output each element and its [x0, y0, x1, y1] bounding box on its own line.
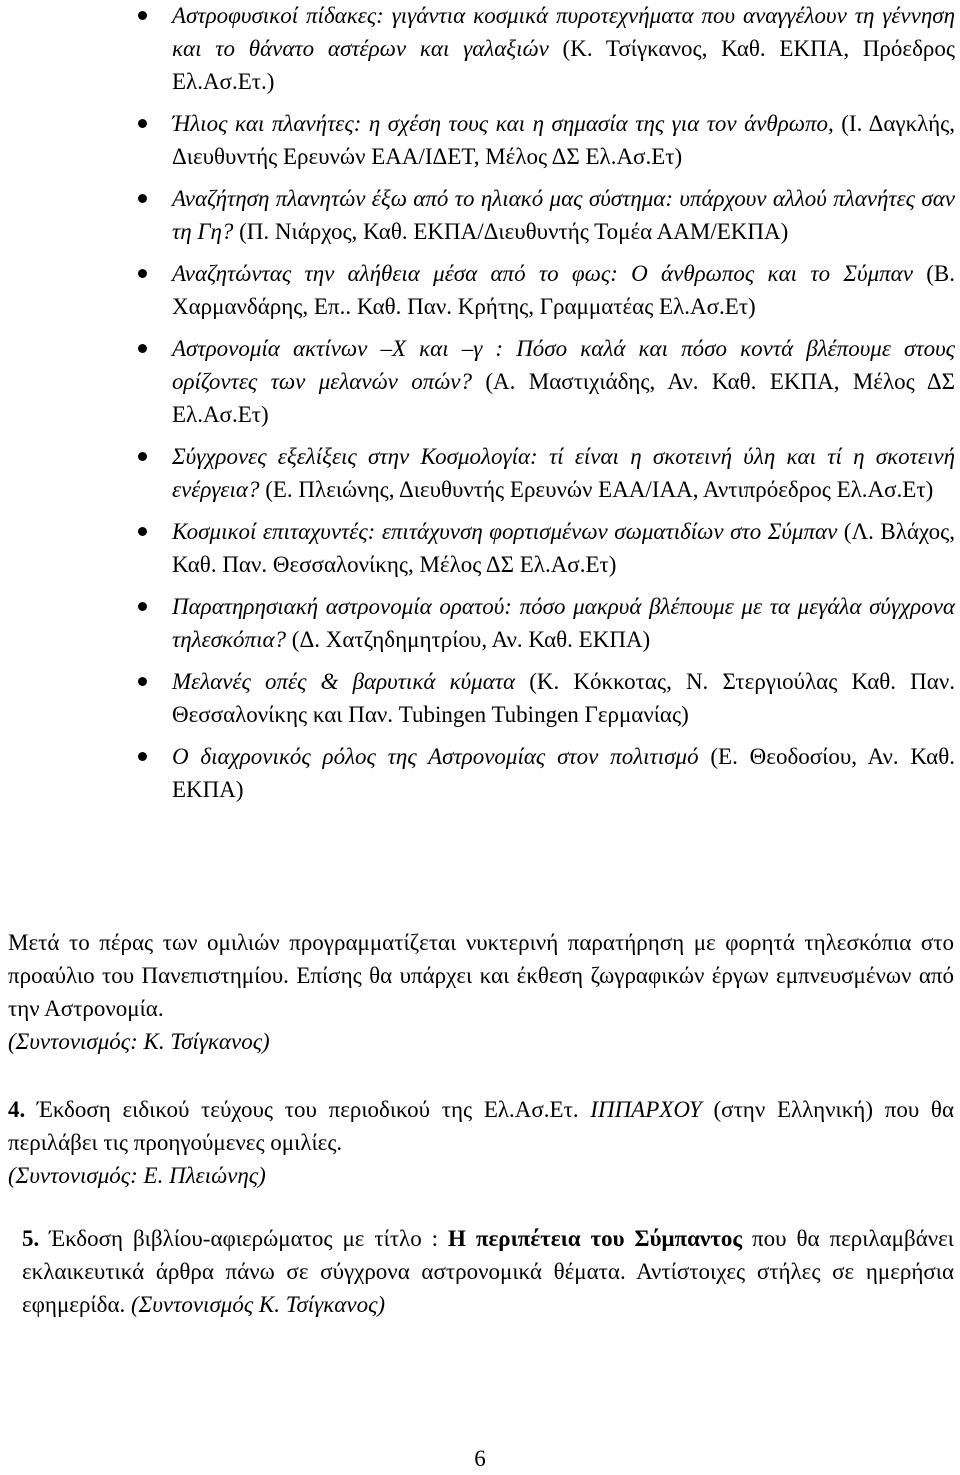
book-title: Η περιπέτεια του Σύμπαντος	[448, 1226, 743, 1251]
list-item	[172, 0, 955, 98]
section-item-5	[22, 1222, 954, 1321]
item-text: (στην Ελληνική) που θα περιλάβει τις προηγούμενες ομιλίες.	[8, 1097, 954, 1155]
lecture-title: Ήλιος και πλανήτες: η σχέση τους και η σημασία της για τον άνθρωπο,	[172, 111, 834, 136]
lecture-speaker: (Ι. Δαγκλής, Διευθυντής Ερευνών ΕΑΑ/ΙΔΕΤ, Μέλος ΔΣ Ελ.Ασ.Ετ)	[172, 111, 955, 169]
bullet-icon	[138, 194, 147, 203]
lecture-speaker: (Κ. Τσίγκανος, Καθ. ΕΚΠΑ, Πρόεδρος Ελ.Ασ.Ετ.)	[172, 36, 955, 94]
coordination-note: (Συντονισμός: Κ. Τσίγκανος)	[8, 1029, 270, 1054]
lecture-title: Κοσμικοί επιταχυντές: επιτάχυνση φορτισμένων σωματιδίων στο Σύμπαν	[172, 519, 838, 544]
lecture-title: Ο διαχρονικός ρόλος της Αστρονομίας στον πολιτισμό	[172, 744, 699, 769]
observation-paragraph	[8, 926, 954, 1058]
lecture-speaker: (Δ. Χατζηδημητρίου, Αν. Καθ. ΕΚΠΑ)	[286, 627, 651, 652]
list-item	[172, 332, 955, 431]
lecture-speaker: (Α. Μαστιχιάδης, Αν. Καθ. ΕΚΠΑ, Μέλος ΔΣ Ελ.Ασ.Ετ)	[172, 369, 955, 427]
lecture-speaker: (Ε. Πλειώνης, Διευθυντής Ερευνών ΕΑΑ/ΙΑΑ, Αντιπρόεδρος Ελ.Ασ.Ετ)	[259, 477, 934, 502]
list-item	[172, 590, 955, 656]
lecture-speaker: (Λ. Βλάχος, Καθ. Παν. Θεσσαλονίκης, Μέλος ΔΣ Ελ.Ασ.Ετ)	[172, 519, 955, 577]
list-item	[172, 182, 955, 248]
list-item	[172, 665, 955, 731]
bullet-icon	[138, 527, 147, 536]
lecture-title: Σύγχρονες εξελίξεις στην Κοσμολογία: τί είναι η σκοτεινή ύλη και τί η σκοτεινή ενέργεια?	[172, 444, 955, 502]
item-text: Έκδοση ειδικού τεύχους του περιοδικού της Ελ.Ασ.Ετ.	[25, 1097, 591, 1122]
page-number: 6	[474, 1446, 486, 1471]
coordination-note: (Συντονισμός: Ε. Πλειώνης)	[8, 1163, 266, 1188]
coordination-note: (Συντονισμός Κ. Τσίγκανος)	[131, 1292, 386, 1317]
list-item	[172, 257, 955, 323]
item-number: 5.	[22, 1226, 40, 1251]
lecture-title: Αναζήτηση πλανητών έξω από το ηλιακό μας σύστημα: υπάρχουν αλλού πλανήτες σαν τη Γη?	[172, 186, 955, 244]
lecture-title: Μελανές οπές & βαρυτικά κύματα	[172, 669, 516, 694]
bullet-icon	[138, 269, 147, 278]
list-item	[172, 107, 955, 173]
section-item-4	[8, 1093, 954, 1192]
bullet-icon	[138, 752, 147, 761]
lecture-title: Αστρονομία ακτίνων –Χ και –γ : Πόσο καλά και πόσο κοντά βλέπουμε στους ορίζοντες των μελανών οπών?	[172, 336, 955, 394]
lecture-title: Αστροφυσικοί πίδακες: γιγάντια κοσμικά πυροτεχνήματα που αναγγέλουν τη γέννηση και το θάνατο αστέρων και γαλαξιών	[172, 3, 955, 61]
lecture-speaker: (Κ. Κόκκοτας, Ν. Στεργιούλας Καθ. Παν. Θεσσαλονίκης και Παν. Tubingen Tubingen Γερμανίας)	[172, 669, 955, 727]
journal-name: ΙΠΠΑΡΧΟΥ	[590, 1097, 702, 1122]
list-item	[172, 740, 955, 806]
bullet-icon	[138, 602, 147, 611]
bullet-icon	[138, 11, 147, 20]
lecture-speaker: (Π. Νιάρχος, Καθ. ΕΚΠΑ/Διευθυντής Τομέα ΑΑΜ/ΕΚΠΑ)	[233, 219, 789, 244]
lecture-speaker: (Β. Χαρμανδάρης, Επ.. Καθ. Παν. Κρήτης, Γραμματέας Ελ.Ασ.Ετ)	[172, 261, 955, 319]
item-text: που θα περιλαμβάνει εκλαικευτικά άρθρα πάνω σε σύγχρονα αστρονομικά θέματα. Αντίστοιχες στήλες σε ημερήσια εφημερίδα.	[22, 1226, 954, 1317]
item-number: 4.	[8, 1097, 26, 1122]
lecture-title: Αναζητώντας την αλήθεια μέσα από το φως: Ο άνθρωπος και το Σύμπαν	[172, 261, 913, 286]
observation-text: Μετά το πέρας των ομιλιών προγραμματίζεται νυκτερινή παρατήρηση με φορητά τηλεσκόπια στο προαύλιο του Πανεπιστημίου. Επίσης θα υπάρχει και έκθεση ζωγραφικών έργων εμπνευσμένων από την Αστρονομία.	[8, 930, 954, 1021]
bullet-icon	[138, 677, 147, 686]
list-item	[172, 515, 955, 581]
bullet-icon	[138, 452, 147, 461]
bullet-icon	[138, 344, 147, 353]
bullet-icon	[138, 119, 147, 128]
lecture-title: Παρατηρησιακή αστρονομία ορατού: πόσο μακρυά βλέπουμε με τα μεγάλα σύγχρονα τηλεσκόπια?	[172, 594, 955, 652]
lecture-speaker: (Ε. Θεοδοσίου, Αν. Καθ. ΕΚΠΑ)	[172, 744, 955, 802]
list-item	[172, 440, 955, 506]
item-text: Έκδοση βιβλίου-αφιερώματος με τίτλο :	[39, 1226, 449, 1251]
